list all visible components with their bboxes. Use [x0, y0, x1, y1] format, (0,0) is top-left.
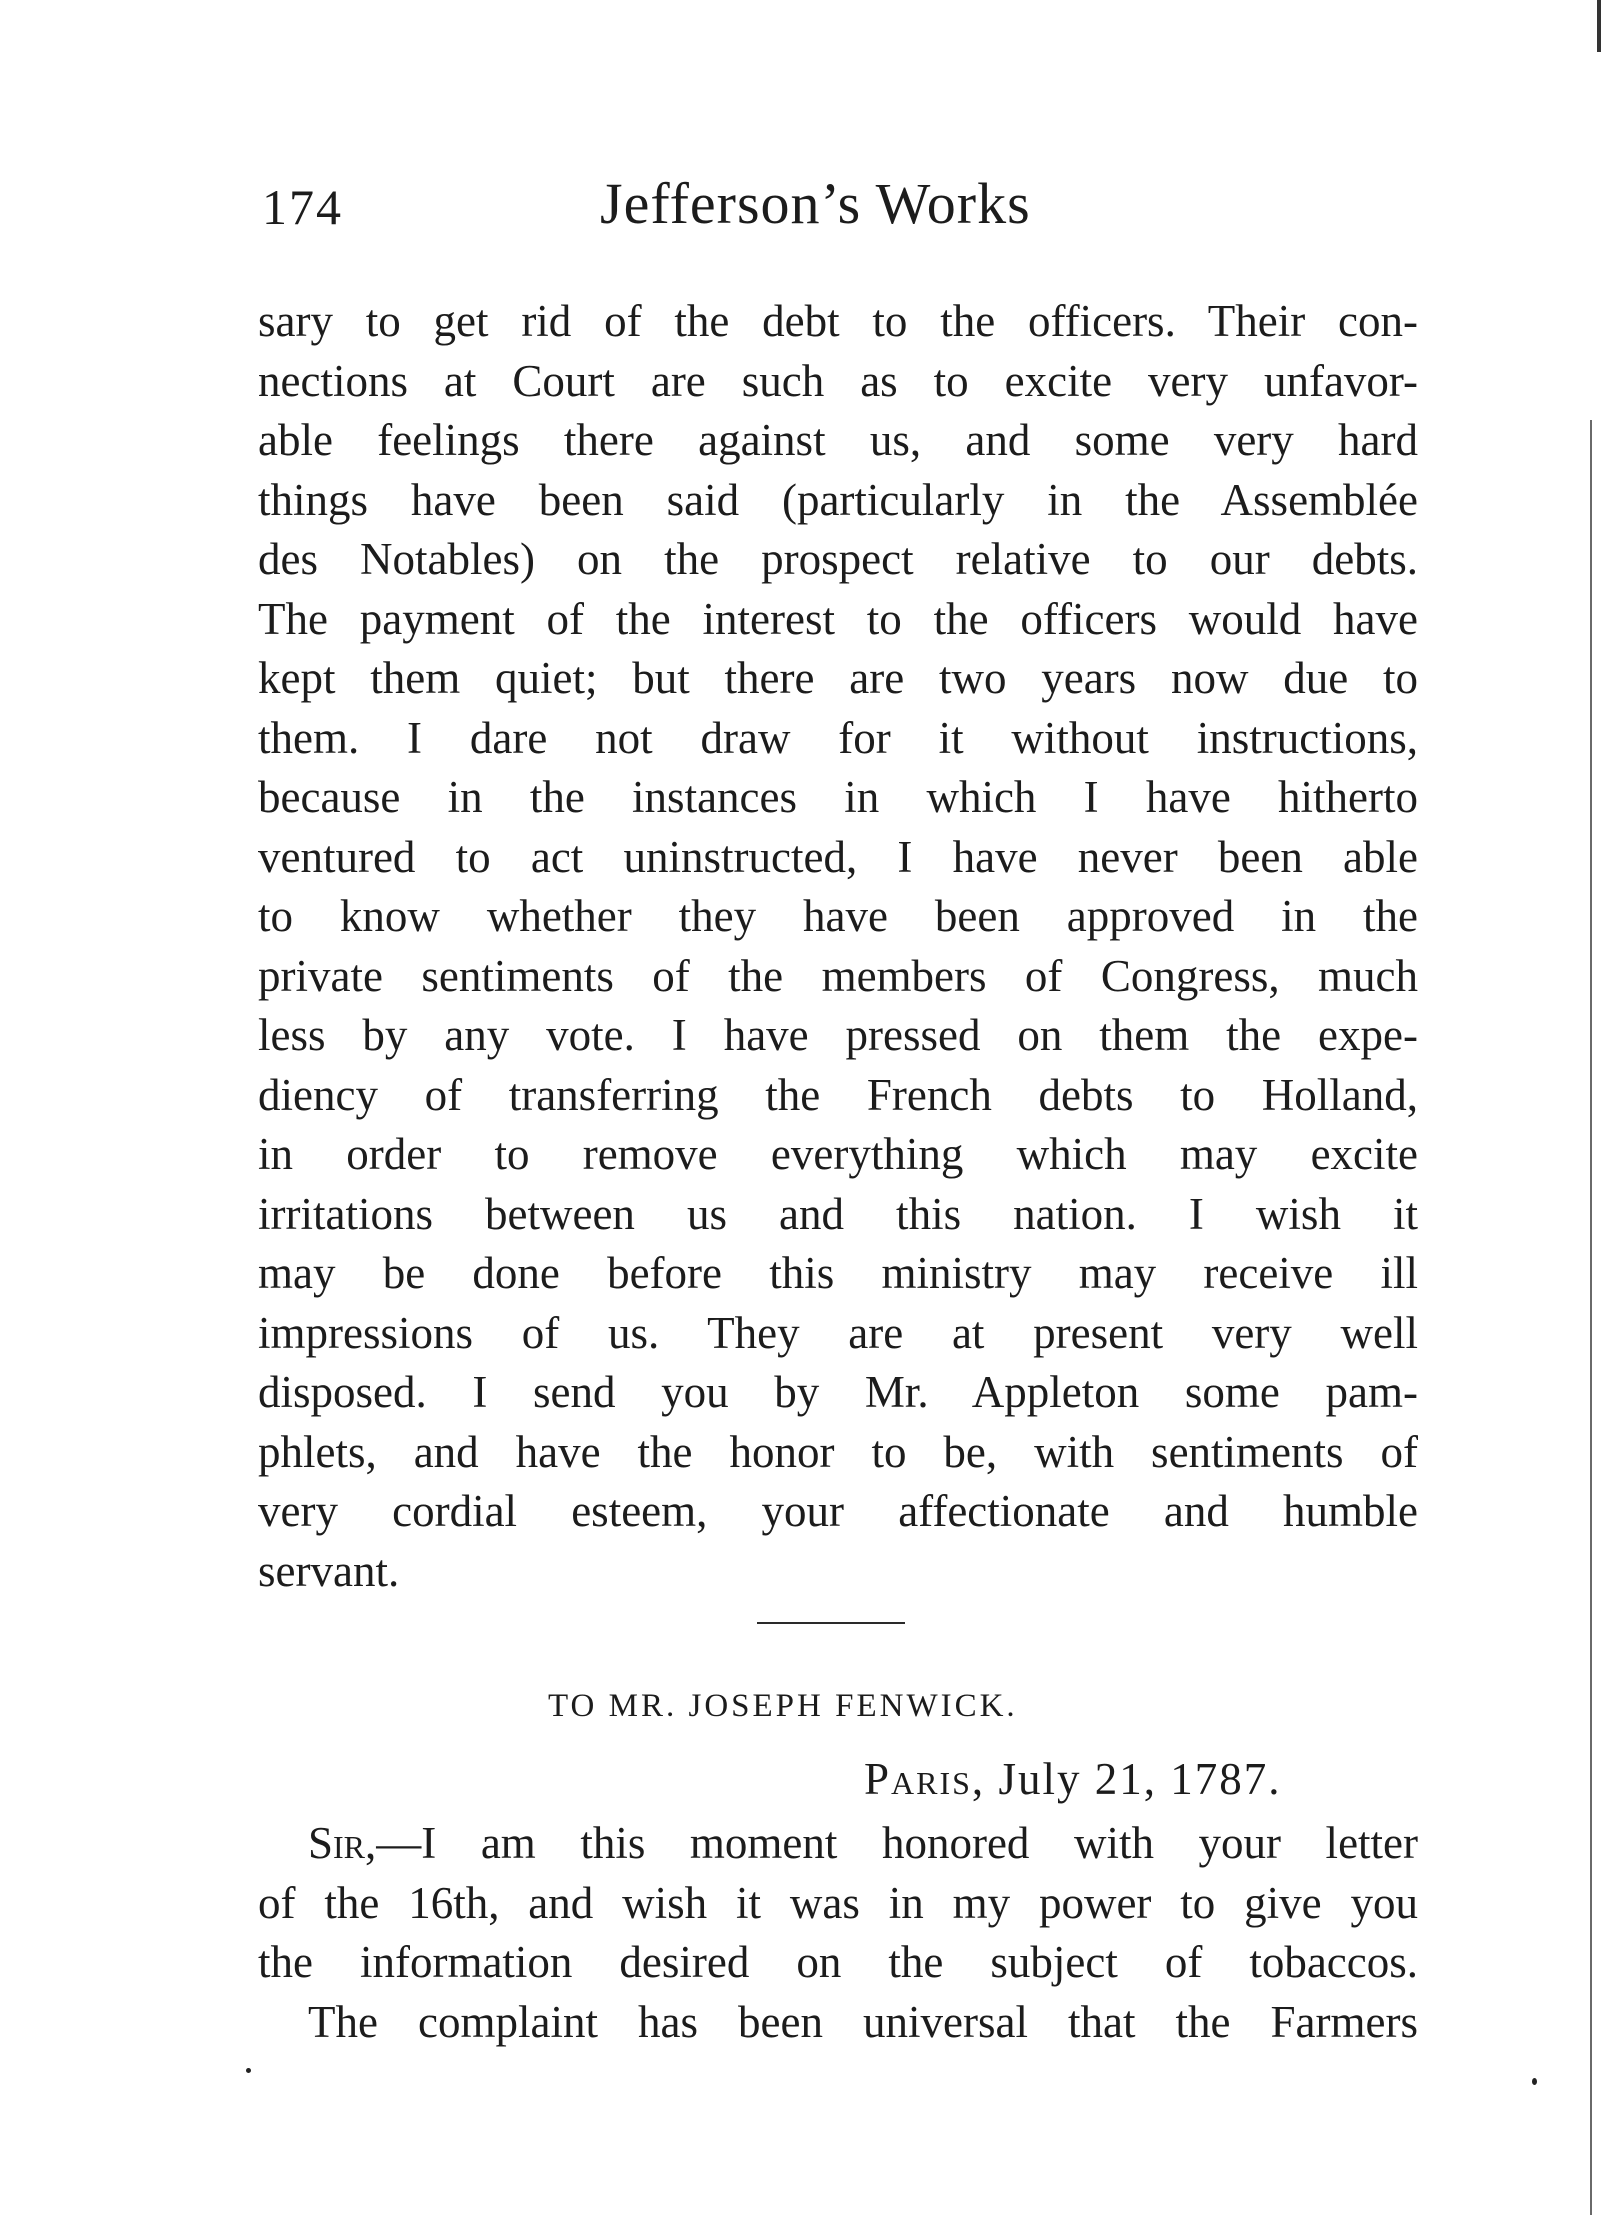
dateline-place: Paris, — [864, 1754, 986, 1804]
body-text — [258, 292, 1418, 1601]
scan-speck — [1532, 2078, 1537, 2085]
body-line: private sentiments of the members of Congress, much — [258, 950, 1418, 1001]
letter-line — [258, 1814, 1418, 1874]
body-line: irritations between us and this nation. I wish it — [258, 1188, 1418, 1239]
body-line: kept them quiet; but there are two years now due to — [258, 653, 1418, 703]
body-line: disposed. I send you by Mr. Appleton some pam- — [258, 1367, 1418, 1417]
letter-text — [258, 1814, 1418, 2052]
letter-line: the information desired on the subject of tobaccos. — [258, 1937, 1418, 1987]
letter-line: The complaint has been universal that the Farmers — [308, 1996, 1418, 2047]
body-line: The payment of the interest to the officers would have — [258, 593, 1418, 644]
body-line: ventured to act uninstructed, I have never been able — [258, 831, 1418, 882]
body-line: nections at Court are such as to excite very unfavor- — [258, 355, 1418, 406]
dateline-date: July 21, 1787. — [998, 1754, 1282, 1804]
running-title: Jefferson’s Works — [600, 171, 1031, 236]
scan-speck — [246, 2068, 251, 2073]
body-line: des Notables) on the prospect relative to our debts. — [258, 534, 1418, 584]
body-line: very cordial esteem, your affectionate and humble — [258, 1486, 1418, 1536]
body-line: things have been said (particularly in the Assemblée — [258, 474, 1418, 525]
dateline — [864, 1753, 1281, 1805]
body-line: less by any vote. I have pressed on them the expe- — [258, 1010, 1418, 1060]
body-line: may be done before this ministry may receive ill — [258, 1248, 1418, 1298]
letter-line: of the 16th, and wish it was in my power to give you — [258, 1877, 1418, 1928]
body-line: to know whether they have been approved in the — [258, 891, 1418, 941]
body-line: phlets, and have the honor to be, with sentiments of — [258, 1426, 1418, 1477]
letter-line-text: —I am this moment honored with your letter — [376, 1818, 1418, 1868]
body-line: able feelings there against us, and some very hard — [258, 415, 1418, 465]
scan-edge-top-right — [1597, 0, 1601, 52]
body-line: sary to get rid of the debt to the officers. Their con- — [258, 296, 1418, 346]
body-line: diency of transferring the French debts to Holland, — [258, 1069, 1418, 1120]
letter-heading: TO MR. JOSEPH FENWICK. — [548, 1688, 1018, 1724]
body-line-final: servant. — [258, 1545, 400, 1596]
letter-opening: Sir, — [308, 1818, 377, 1868]
body-line: impressions of us. They are at present very well — [258, 1307, 1418, 1358]
body-line: them. I dare not draw for it without instructions, — [258, 712, 1418, 763]
body-line: in order to remove everything which may excite — [258, 1129, 1418, 1179]
body-line: because in the instances in which I have hitherto — [258, 772, 1418, 822]
page-number: 174 — [262, 179, 343, 235]
section-divider — [757, 1622, 905, 1624]
scan-edge-right — [1590, 420, 1592, 2215]
